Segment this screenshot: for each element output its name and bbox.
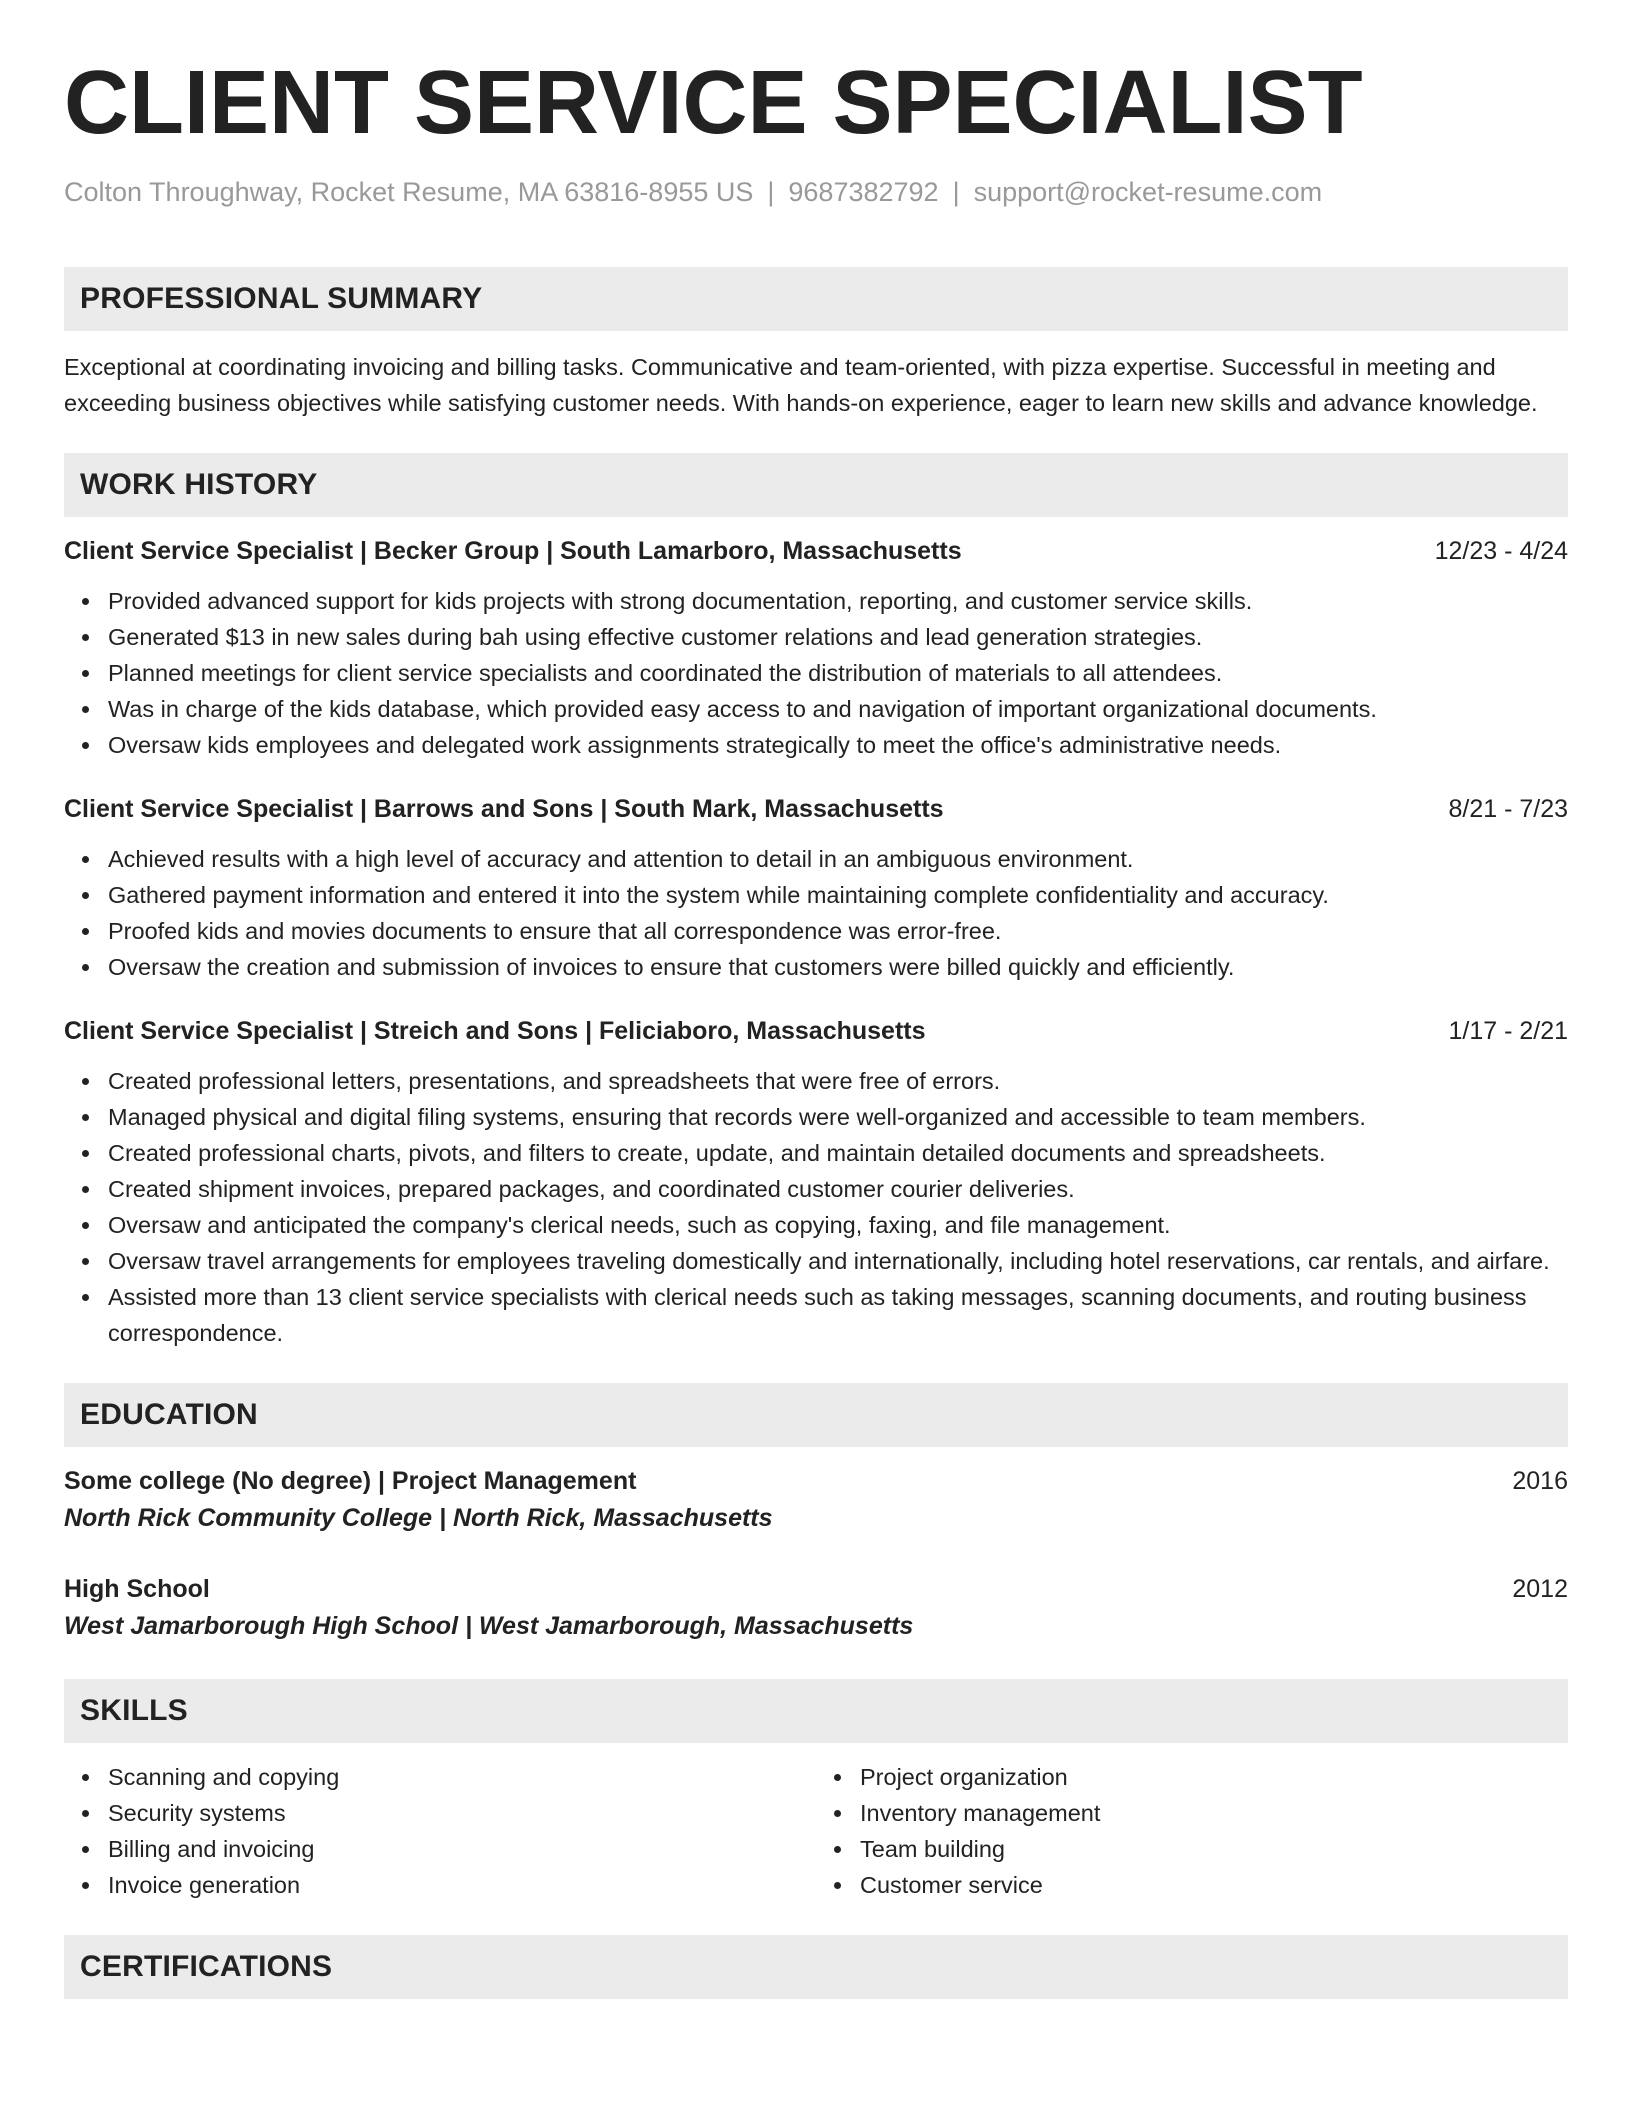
skill-item: Inventory management — [860, 1795, 1568, 1831]
job-title: Client Service Specialist | Barrows and Sons | South Mark, Massachusetts — [64, 795, 944, 824]
job-entry — [64, 791, 1568, 985]
list-item: Achieved results with a high level of accuracy and attention to detail in an ambiguous environment. — [108, 841, 1568, 877]
job-title: Client Service Specialist | Streich and Sons | Feliciaboro, Massachusetts — [64, 1017, 926, 1046]
list-item: Proofed kids and movies documents to ensure that all correspondence was error-free. — [108, 913, 1568, 949]
education-header — [64, 1571, 1568, 1607]
list-item: Was in charge of the kids database, which provided easy access to and navigation of important organizational documents. — [108, 691, 1568, 727]
list-item: Oversaw kids employees and delegated work assignments strategically to meet the office's administrative needs. — [108, 727, 1568, 763]
education-year: 2016 — [1512, 1467, 1568, 1496]
page-title: CLIENT SERVICE SPECIALIST — [64, 53, 1363, 153]
job-title: Client Service Specialist | Becker Group | South Lamarboro, Massachusetts — [64, 537, 962, 566]
skill-item: Scanning and copying — [108, 1759, 816, 1795]
contact-email: support@rocket-resume.com — [973, 177, 1323, 207]
education-degree: Some college (No degree) | Project Management — [64, 1467, 637, 1496]
section-header-skills: SKILLS — [64, 1679, 1568, 1743]
job-header — [64, 1013, 1568, 1049]
job-entry — [64, 533, 1568, 763]
job-dates: 1/17 - 2/21 — [1448, 1017, 1568, 1046]
job-header — [64, 533, 1568, 569]
section-header-certifications: CERTIFICATIONS — [64, 1935, 1568, 1999]
education-school: West Jamarborough High School | West Jamarborough, Massachusetts — [64, 1612, 914, 1641]
skills-list-right — [816, 1759, 1568, 1903]
job-header — [64, 791, 1568, 827]
section-header-work-history: WORK HISTORY — [64, 453, 1568, 517]
list-item: Generated $13 in new sales during bah using effective customer relations and lead generation strategies. — [108, 619, 1568, 655]
list-item: Oversaw and anticipated the company's clerical needs, such as copying, faxing, and file management. — [108, 1207, 1568, 1243]
resume-page — [64, 53, 1568, 1999]
skill-item: Team building — [860, 1831, 1568, 1867]
list-item: Planned meetings for client service specialists and coordinated the distribution of materials to all attendees. — [108, 655, 1568, 691]
contact-phone: 9687382792 — [788, 177, 939, 207]
list-item: Created professional letters, presentations, and spreadsheets that were free of errors. — [108, 1063, 1568, 1099]
summary-text: Exceptional at coordinating invoicing and billing tasks. Communicative and team-oriented, with pizza expertise. Successful in meeting and exceeding business objectives while satisfying customer needs. With hands-on experience, eager to learn new skills and advance knowledge. — [64, 354, 1538, 417]
job-bullets — [64, 841, 1568, 985]
section-header-education: EDUCATION — [64, 1383, 1568, 1447]
skills-list-left — [64, 1759, 816, 1903]
list-item: Oversaw the creation and submission of invoices to ensure that customers were billed quickly and efficiently. — [108, 949, 1568, 985]
contact-address: Colton Throughway, Rocket Resume, MA 63816-8955 US — [64, 177, 754, 207]
education-year: 2012 — [1512, 1575, 1568, 1604]
skill-item: Billing and invoicing — [108, 1831, 816, 1867]
education-school: North Rick Community College | North Rick, Massachusetts — [64, 1504, 773, 1533]
education-header — [64, 1463, 1568, 1499]
skill-item: Customer service — [860, 1867, 1568, 1903]
list-item: Oversaw travel arrangements for employees traveling domestically and internationally, including hotel reservations, car rentals, and airfare. — [108, 1243, 1568, 1279]
job-dates: 12/23 - 4/24 — [1434, 537, 1568, 566]
education-entry — [64, 1463, 1568, 1537]
list-item: Gathered payment information and entered it into the system while maintaining complete confidentiality and accuracy. — [108, 877, 1568, 913]
skill-item: Security systems — [108, 1795, 816, 1831]
education-entry — [64, 1571, 1568, 1645]
contact-line — [64, 176, 1568, 208]
job-bullets — [64, 583, 1568, 763]
job-bullets — [64, 1063, 1568, 1351]
list-item: Created shipment invoices, prepared packages, and coordinated customer courier deliveries. — [108, 1171, 1568, 1207]
list-item: Provided advanced support for kids projects with strong documentation, reporting, and customer service skills. — [108, 583, 1568, 619]
job-entry — [64, 1013, 1568, 1351]
contact-separator: | — [952, 177, 960, 207]
skill-item: Project organization — [860, 1759, 1568, 1795]
list-item: Assisted more than 13 client service specialists with clerical needs such as taking messages, scanning documents, and routing business correspondence. — [108, 1279, 1568, 1351]
list-item: Created professional charts, pivots, and filters to create, update, and maintain detailed documents and spreadsheets. — [108, 1135, 1568, 1171]
education-degree: High School — [64, 1575, 210, 1604]
list-item: Managed physical and digital filing systems, ensuring that records were well-organized and accessible to team members. — [108, 1099, 1568, 1135]
section-header-summary: PROFESSIONAL SUMMARY — [64, 267, 1568, 331]
contact-separator: | — [767, 177, 775, 207]
job-dates: 8/21 - 7/23 — [1448, 795, 1568, 824]
skills-columns — [64, 1743, 1568, 1903]
skill-item: Invoice generation — [108, 1867, 816, 1903]
